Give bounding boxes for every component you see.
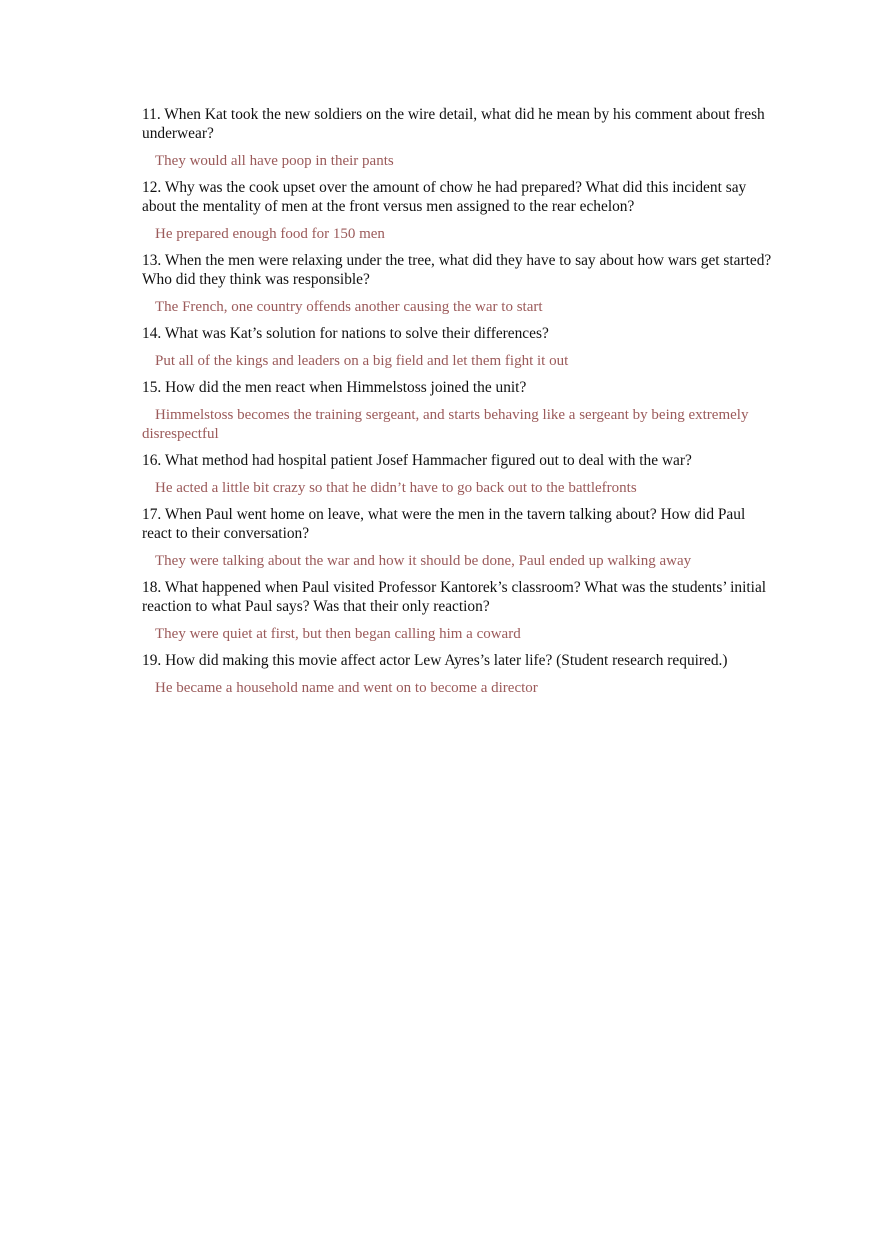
question-item-18: [142, 578, 772, 644]
question-text: [142, 178, 772, 216]
question-item-19: [142, 651, 772, 698]
question-number: 11.: [142, 106, 161, 123]
answer-text: He acted a little bit crazy so that he didn’t have to go back out to the battlefronts: [155, 480, 637, 496]
question-number: 15.: [142, 379, 162, 396]
question-text: [142, 105, 772, 143]
answer-text: They were talking about the war and how it should be done, Paul ended up walking away: [155, 553, 692, 569]
answer-text: They would all have poop in their pants: [155, 153, 394, 169]
question-item-11: [142, 105, 772, 171]
answer-text: He prepared enough food for 150 men: [155, 226, 385, 242]
answer-text: The French, one country offends another causing the war to start: [155, 299, 543, 315]
answer-text: Put all of the kings and leaders on a big field and let them fight it out: [155, 353, 569, 369]
question-body: When Kat took the new soldiers on the wire detail, what did he mean by his comment about fresh underwear?: [142, 106, 765, 142]
answer-text: Himmelstoss becomes the training sergeant, and starts behaving like a sergeant by being extremely disrespectful: [142, 407, 749, 442]
question-body: When Paul went home on leave, what were the men in the tavern talking about? How did Paul react to their conversation?: [142, 506, 746, 542]
question-body: How did making this movie affect actor Lew Ayres’s later life? (Student research required.): [165, 652, 728, 669]
question-body: What happened when Paul visited Professor Kantorek’s classroom? What was the students’ initial reaction to what Paul says? Was that their only reaction?: [142, 579, 767, 615]
question-item-14: [142, 324, 772, 371]
question-body: What method had hospital patient Josef Hammacher figured out to deal with the war?: [164, 452, 692, 469]
question-number: 13.: [142, 252, 162, 269]
question-body: Why was the cook upset over the amount of chow he had prepared? What did this incident say about the mentality of men at the front versus men assigned to the rear echelon?: [142, 179, 747, 215]
question-text: [142, 324, 772, 343]
question-text: [142, 578, 772, 616]
question-body: What was Kat’s solution for nations to solve their differences?: [164, 325, 549, 342]
answer-text: He became a household name and went on to become a director: [155, 680, 538, 696]
question-item-16: [142, 451, 772, 498]
question-text: [142, 451, 772, 470]
question-item-17: [142, 505, 772, 571]
question-number: 18.: [142, 579, 162, 596]
question-item-15: [142, 378, 772, 444]
question-item-12: [142, 178, 772, 244]
question-number: 12.: [142, 179, 162, 196]
question-number: 19.: [142, 652, 162, 669]
question-item-13: [142, 251, 772, 317]
question-number: 17.: [142, 506, 162, 523]
question-list: [142, 105, 772, 705]
question-number: 14.: [142, 325, 162, 342]
answer-text: They were quiet at first, but then began calling him a coward: [155, 626, 521, 642]
question-body: When the men were relaxing under the tree, what did they have to say about how wars get started? Who did they think was responsible?: [142, 252, 772, 288]
question-text: [142, 378, 772, 397]
question-body: How did the men react when Himmelstoss joined the unit?: [165, 379, 527, 396]
question-text: [142, 505, 772, 543]
question-text: [142, 651, 772, 670]
question-number: 16.: [142, 452, 162, 469]
question-text: [142, 251, 772, 289]
